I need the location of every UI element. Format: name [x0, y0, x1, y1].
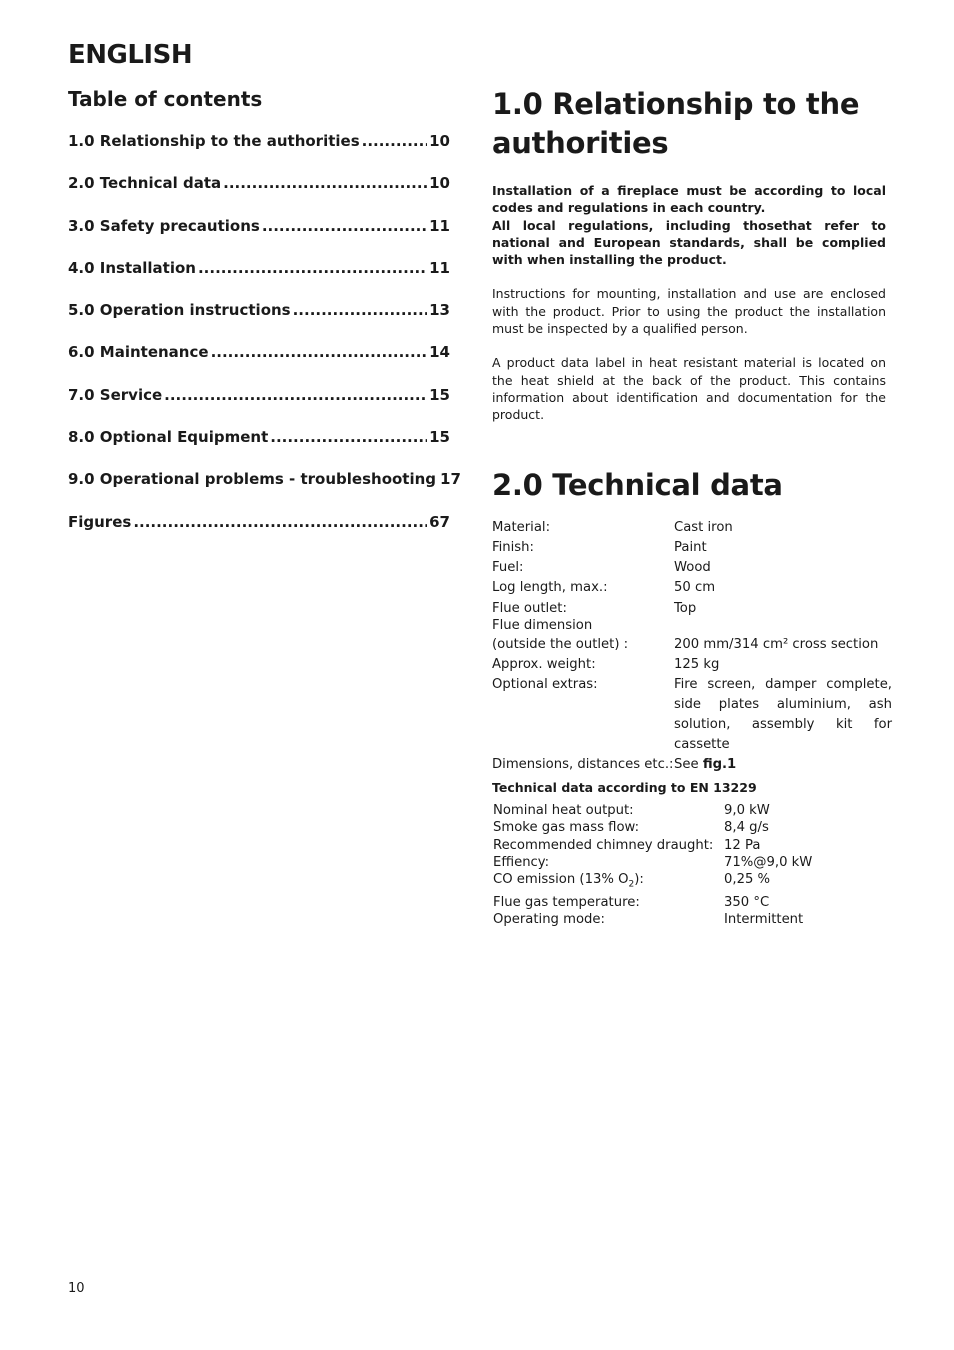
toc-leader-dots [262, 217, 427, 235]
spec-label: Log length, max.: [492, 580, 608, 595]
toc-entry-page: 15 [429, 428, 450, 447]
en-value: 8,4 g/s [724, 820, 769, 836]
bold-paragraph: All local regulations, including thosethat refer to national and European standards, shall be complied with when installing the product. [492, 217, 886, 268]
spec-value [674, 755, 892, 775]
en-value: 0,25 % [724, 872, 771, 888]
spec-value: Fire screen, damper complete, side plates aluminium, ash solution, assembly kit for cassette [674, 677, 892, 752]
table-of-contents [68, 132, 461, 555]
toc-entry-page: 17 [440, 470, 461, 489]
en-row [493, 871, 893, 894]
en-label: Recommended chimney draught: [493, 837, 714, 853]
toc-entry[interactable] [68, 174, 450, 216]
spec-label: Finish: [492, 540, 534, 555]
technical-specs [492, 518, 892, 775]
toc-entry[interactable] [68, 301, 450, 343]
bold-paragraph: Installation of a fireplace must be according to local codes and regulations in each country. [492, 183, 886, 216]
toc-entry-page: 67 [429, 512, 450, 531]
en-standard-table [493, 802, 893, 929]
toc-entry[interactable] [68, 259, 450, 301]
en-row [493, 854, 893, 871]
en-value: 12 Pa [724, 837, 761, 853]
en-row [493, 894, 893, 911]
spec-row [492, 600, 892, 617]
toc-entry-label: 7.0 Service [68, 385, 163, 404]
toc-leader-dots [270, 428, 427, 446]
spec-row [492, 538, 892, 558]
en-row [493, 837, 893, 854]
toc-leader-dots [198, 259, 427, 277]
spec-value: 200 mm/314 cm² cross section [674, 637, 879, 652]
toc-entry-page: 11 [429, 216, 450, 235]
toc-entry-label: 9.0 Operational problems - troubleshooting [68, 470, 437, 489]
spec-label: Material: [492, 520, 551, 535]
en-value: 9,0 kW [724, 803, 770, 818]
spec-label: Flue dimension [492, 618, 593, 633]
paragraph: Instructions for mounting, installation and use are enclosed with the product. Prior to using the product the installation must be inspected by a qualified person. [492, 286, 886, 337]
toc-leader-dots [223, 174, 427, 192]
spec-row [492, 755, 892, 775]
spec-row [492, 655, 892, 675]
toc-entry[interactable] [68, 513, 450, 555]
en-label: Smoke gas mass flow: [493, 820, 640, 836]
en-row [493, 911, 893, 928]
co-label-end: ): [634, 872, 644, 888]
spec-label: Optional extras: [492, 677, 598, 692]
section-2-heading: 2.0 Technical data [492, 468, 783, 502]
toc-title: Table of contents [68, 87, 263, 111]
toc-entry[interactable] [68, 132, 450, 174]
spec-label: Dimensions, distances etc.: [492, 757, 674, 772]
en-row [493, 802, 893, 819]
page-number: 10 [68, 1281, 85, 1296]
spec-row [492, 558, 892, 578]
toc-entry-label: 4.0 Installation [68, 258, 196, 277]
toc-entry[interactable] [68, 386, 450, 428]
toc-entry-page: 10 [429, 132, 450, 150]
spec-label: Fuel: [492, 560, 524, 575]
en-standard-title: Technical data according to EN 13229 [492, 780, 757, 795]
toc-entry-page: 10 [429, 174, 450, 193]
toc-leader-dots [362, 132, 427, 150]
toc-entry-label: 5.0 Operation instructions [68, 301, 291, 320]
spec-row [492, 617, 892, 634]
toc-entry-page: 15 [429, 385, 450, 404]
co-subscript: 2 [628, 879, 635, 890]
spec-row [492, 518, 892, 538]
toc-entry-label: Figures [68, 512, 132, 531]
spec-label: Flue outlet: [492, 601, 567, 616]
en-label: Operating mode: [493, 912, 605, 928]
toc-entry-label: 6.0 Maintenance [68, 343, 209, 362]
toc-leader-dots [211, 343, 428, 361]
en-label: Effiency: [493, 854, 550, 870]
spec-label: Approx. weight: [492, 657, 596, 672]
toc-entry-page: 13 [429, 301, 450, 320]
section-1-heading: 1.0 Relationship to the authorities [492, 87, 860, 160]
toc-entry-page: 14 [429, 343, 450, 362]
en-row [493, 819, 893, 836]
toc-entry[interactable] [68, 470, 461, 512]
en-value: 350 °C [724, 895, 770, 911]
spec-row [492, 675, 892, 755]
toc-entry-label: 3.0 Safety precautions [68, 216, 260, 235]
toc-entry-page: 11 [429, 258, 450, 277]
en-label [493, 871, 724, 894]
spec-value: Wood [674, 560, 711, 575]
spec-row [492, 635, 892, 655]
en-label: Nominal heat output: [493, 803, 634, 818]
toc-entry[interactable] [68, 428, 450, 470]
co-label: CO emission (13% O [493, 872, 629, 888]
toc-entry-label: 8.0 Optional Equipment [68, 428, 269, 447]
paragraph: A product data label in heat resistant material is located on the heat shield at the back of the product. This contains information about identification and documentation for the product. [492, 355, 886, 423]
section-authorities [492, 85, 886, 424]
toc-leader-dots [293, 301, 428, 319]
toc-entry[interactable] [68, 217, 450, 259]
toc-entry-label: 2.0 Technical data [68, 174, 222, 193]
spec-row [492, 578, 892, 598]
en-value: Intermittent [724, 912, 804, 928]
see-text: See [674, 757, 699, 772]
toc-leader-dots [164, 386, 427, 404]
en-value: 71%@9,0 kW [724, 854, 813, 870]
en-label: Flue gas temperature: [493, 895, 640, 911]
spec-value: 50 cm [674, 580, 716, 595]
spec-value: 125 kg [674, 657, 720, 672]
toc-leader-dots [133, 513, 427, 531]
spec-value: Paint [674, 540, 707, 555]
figure-reference[interactable]: fig.1 [702, 757, 737, 772]
spec-label: (outside the outlet) : [492, 637, 629, 652]
toc-entry[interactable] [68, 343, 450, 385]
toc-entry-label: 1.0 Relationship to the authorities [68, 132, 360, 150]
spec-value: Top [674, 601, 697, 616]
language-heading: ENGLISH [68, 40, 193, 70]
spec-value: Cast iron [674, 520, 733, 535]
